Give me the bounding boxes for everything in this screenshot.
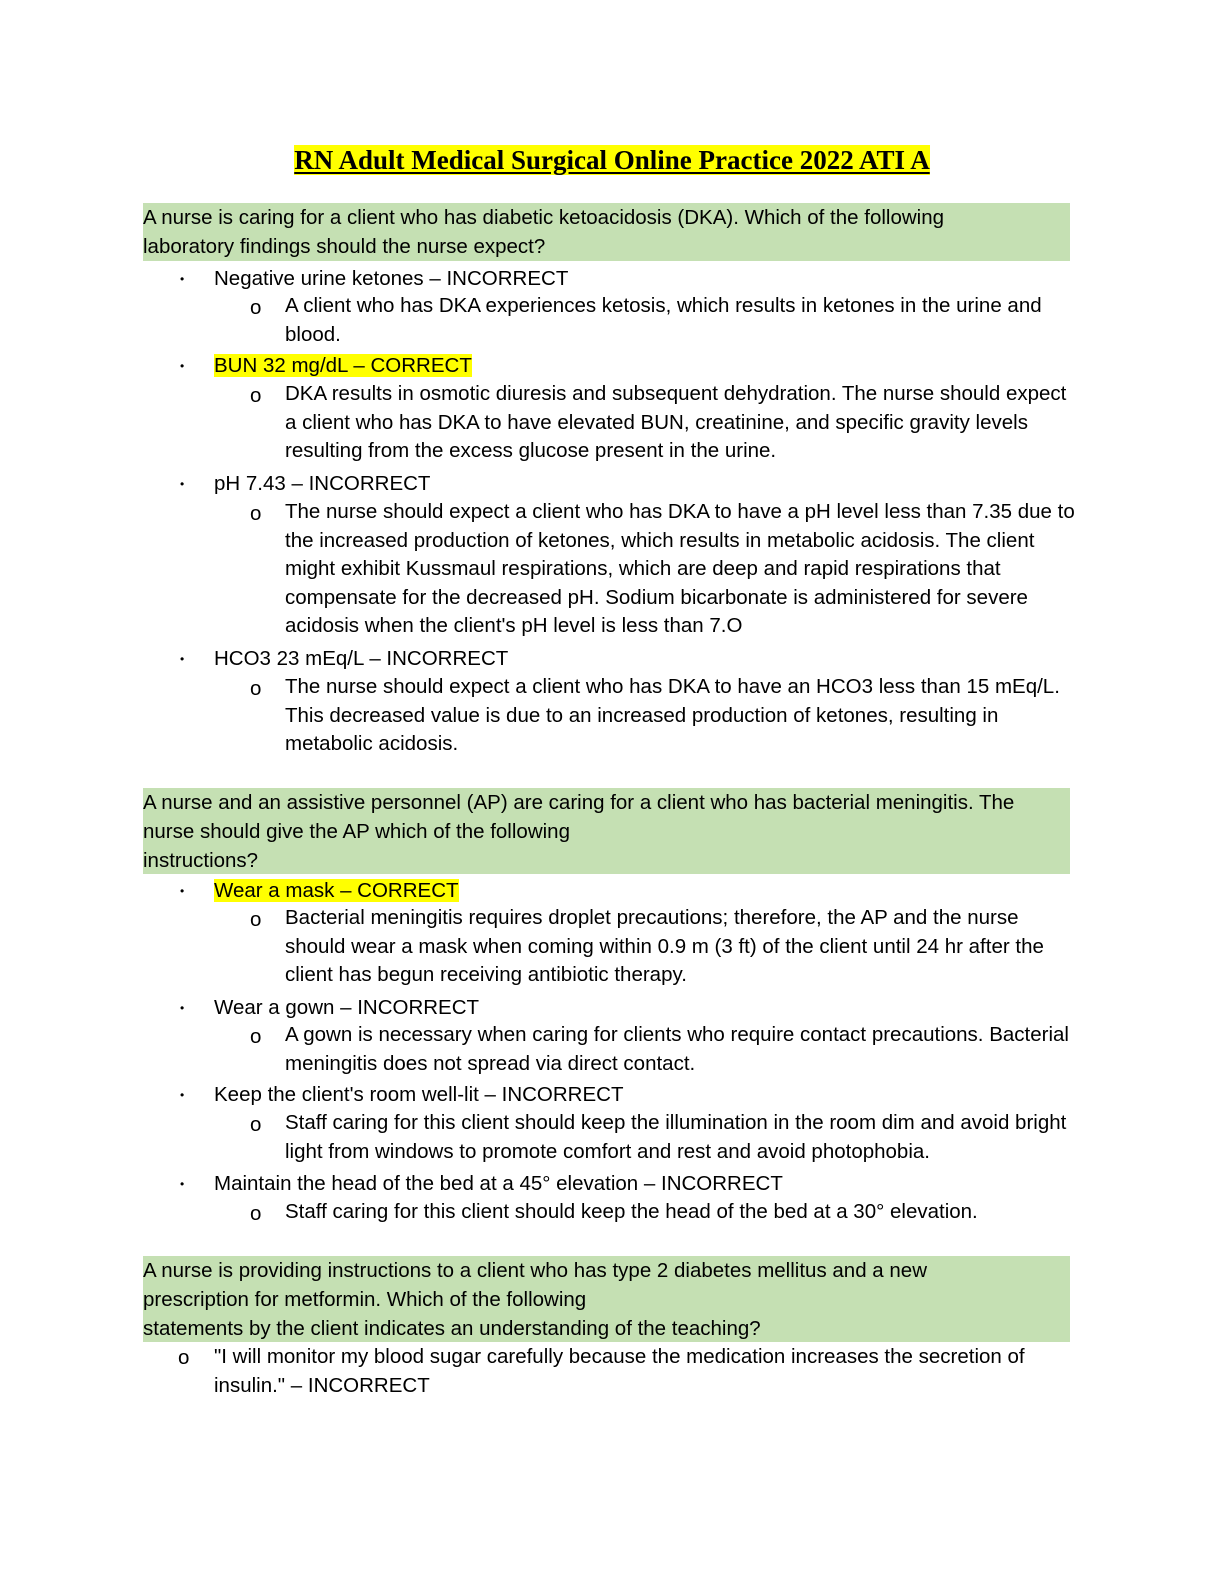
- q1-option-4-rationale: The nurse should expect a client who has DKA to have an HCO3 less than 15 mEq/L. This decreased value is due to an increased production of ketones, resulting in metabolic acidosis.: [285, 675, 1060, 755]
- question-1-stem: A nurse is caring for a client who has diabetic ketoacidosis (DKA). Which of the following laboratory findings should the nurse expect?: [143, 203, 1070, 261]
- q2-option-4: Maintain the head of the bed at a 45° elevation – INCORRECT: [214, 1172, 783, 1195]
- q2-option-3: Keep the client's room well-lit – INCORRECT: [214, 1083, 624, 1106]
- sub-bullet-icon: o: [250, 296, 262, 319]
- sub-bullet-icon: o: [250, 1113, 262, 1136]
- q1-option-2-rationale: DKA results in osmotic diuresis and subsequent dehydration. The nurse should expect a client who has DKA to have elevated BUN, creatinine, and specific gravity levels resulting from the excess glucose present in the urine.: [285, 382, 1067, 462]
- bullet-icon: •: [180, 1088, 185, 1102]
- sub-bullet-icon: o: [250, 908, 262, 931]
- q2-option-3-rationale: Staff caring for this client should keep the illumination in the room dim and avoid bright light from windows to promote comfort and rest and avoid photophobia.: [285, 1111, 1067, 1163]
- sub-bullet-icon: o: [250, 677, 262, 700]
- q2-option-1-rationale: Bacterial meningitis requires droplet precautions; therefore, the AP and the nurse should wear a mask when coming within 0.9 m (3 ft) of the client until 24 hr after the client has begun receiving antibiotic therapy.: [285, 906, 1044, 986]
- q1-option-3-rationale: The nurse should expect a client who has DKA to have a pH level less than 7.35 due to the increased production of ketones, which results in metabolic acidosis. The client might exhibit Kussmaul respirations, which are deep and rapid respirations that compensate for the decreased pH. Sodium bicarbonate is administered for severe acidosis when the client's pH level is less than 7.O: [285, 500, 1075, 637]
- q1-option-1-rationale: A client who has DKA experiences ketosis, which results in ketones in the urine and blood.: [285, 294, 1042, 346]
- q1-option-3: pH 7.43 – INCORRECT: [214, 472, 431, 495]
- q2-option-1-correct: Wear a mask – CORRECT: [214, 879, 459, 902]
- bullet-icon: •: [180, 272, 185, 286]
- bullet-icon: •: [180, 477, 185, 491]
- bullet-icon: •: [180, 359, 185, 373]
- q3-option-1: "I will monitor my blood sugar carefully because the medication increases the secretion of insulin." – INCORRECT: [214, 1345, 1025, 1397]
- sub-bullet-icon: o: [250, 502, 262, 525]
- document-title: RN Adult Medical Surgical Online Practice 2022 ATI A: [294, 145, 930, 175]
- bullet-icon: •: [180, 652, 185, 666]
- question-3-stem: A nurse is providing instructions to a client who has type 2 diabetes mellitus and a new prescription for metformin. Which of the following statements by the client indicates an understanding of the teaching?: [143, 1256, 1070, 1342]
- bullet-icon: •: [180, 884, 185, 898]
- bullet-icon: •: [180, 1177, 185, 1191]
- q2-option-2-rationale: A gown is necessary when caring for clients who require contact precautions. Bacterial meningitis does not spread via direct contact.: [285, 1023, 1069, 1075]
- sub-bullet-icon: o: [250, 384, 262, 407]
- question-2-stem: A nurse and an assistive personnel (AP) are caring for a client who has bacterial meningitis. The nurse should give the AP which of the following instructions?: [143, 788, 1070, 874]
- sub-bullet-icon: o: [250, 1202, 262, 1225]
- q1-option-2-correct: BUN 32 mg/dL – CORRECT: [214, 354, 472, 377]
- sub-bullet-icon: o: [250, 1025, 262, 1048]
- q1-option-1: Negative urine ketones – INCORRECT: [214, 267, 569, 290]
- q2-option-4-rationale: Staff caring for this client should keep the head of the bed at a 30° elevation.: [285, 1200, 978, 1223]
- sub-bullet-icon: o: [178, 1346, 190, 1369]
- q1-option-4: HCO3 23 mEq/L – INCORRECT: [214, 647, 509, 670]
- bullet-icon: •: [180, 1001, 185, 1015]
- q2-option-2: Wear a gown – INCORRECT: [214, 996, 480, 1019]
